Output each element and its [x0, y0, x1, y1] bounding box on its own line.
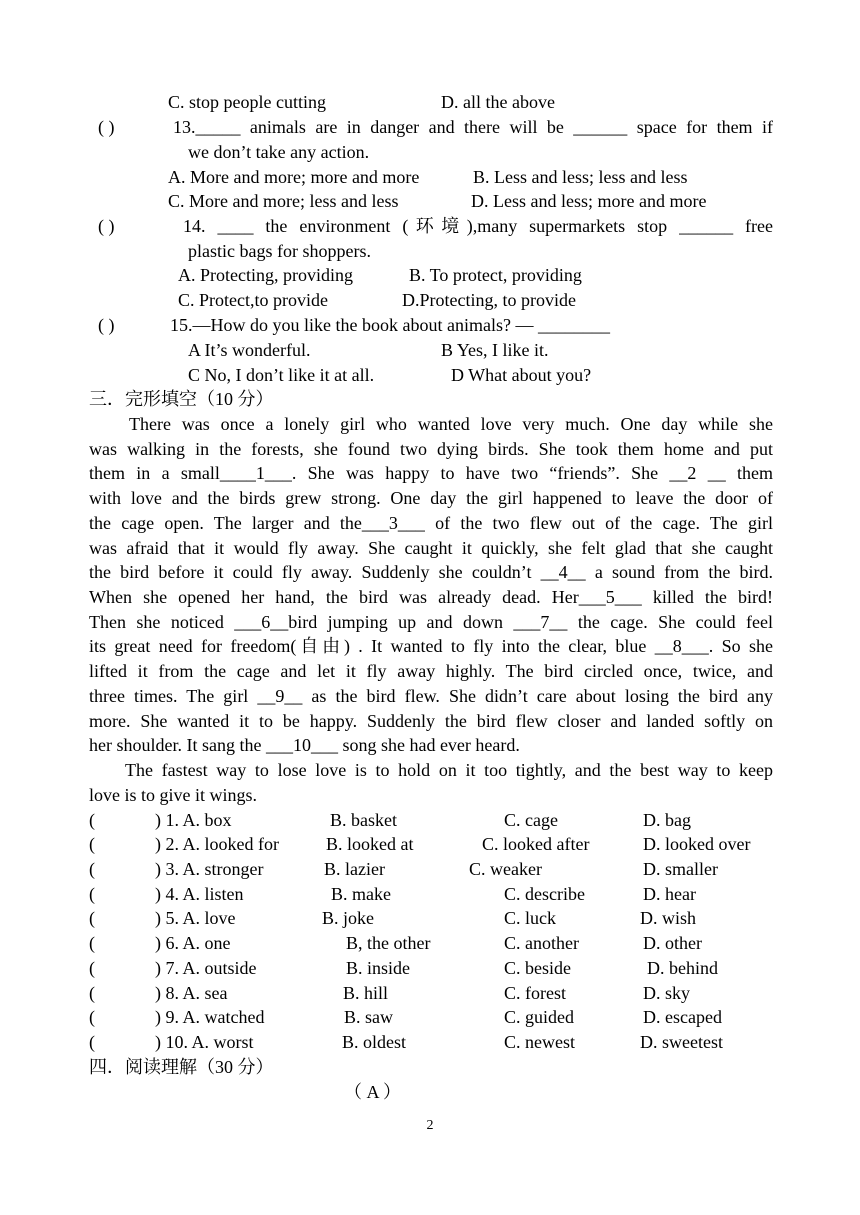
answer-paren-open: (	[89, 933, 95, 953]
answer-paren-open: (	[89, 908, 95, 928]
cloze-option-d: D. escaped	[643, 1007, 722, 1027]
q15-answer-paren: ( )	[98, 315, 115, 335]
cloze-option-d: D. looked over	[643, 834, 751, 854]
cloze-option-b: B. make	[331, 884, 391, 904]
cloze-option-c: C. forest	[504, 983, 566, 1003]
q14-stem-cont: plastic bags for shoppers.	[188, 241, 371, 261]
cloze-option-a: ) 7. A. outside	[155, 958, 257, 978]
cloze-option-c: C. luck	[504, 908, 556, 928]
cloze-option-c: C. weaker	[469, 859, 542, 879]
cloze-option-b: B. inside	[346, 958, 411, 978]
q14-option-d: D.Protecting, to provide	[402, 290, 576, 310]
passage-line: more. She wanted it to be happy. Suddenly the bird flew closer and landed softly on	[89, 711, 773, 731]
q13-option-d: D. Less and less; more and more	[471, 191, 707, 211]
cloze-option-a: ) 1. A. box	[155, 810, 232, 830]
q15-option-d: D What about you?	[451, 365, 592, 385]
cloze-option-c: C. newest	[504, 1032, 575, 1052]
passage-line: three times. The girl __9__ as the bird flew. She didn’t care about losing the bird any	[89, 686, 773, 706]
cloze-option-a: ) 9. A. watched	[155, 1007, 265, 1027]
passage-line: lifted it from the cage and let it fly away highly. The bird circled once, twice, and	[89, 661, 773, 681]
q14-option-a: A. Protecting, providing	[178, 265, 353, 285]
cloze-option-c: C. guided	[504, 1007, 574, 1027]
section-title-reading: 四．阅读理解（30 分）	[89, 1057, 274, 1077]
cloze-option-a: ) 3. A. stronger	[155, 859, 264, 879]
passage-moral: The fastest way to lose love is to hold on it too tightly, and the best way to keep	[125, 760, 773, 780]
cloze-option-a: ) 2. A. looked for	[155, 834, 279, 854]
cloze-option-b: B. looked at	[326, 834, 414, 854]
cloze-option-d: D. bag	[643, 810, 691, 830]
q14-stem: 14. ____ the environment (环境),many supermarkets stop ______ free	[183, 216, 773, 236]
passage-line: its great need for freedom(自由) . It wanted to fly into the clear, blue __8___. So she	[89, 636, 773, 656]
passage-line: was afraid that it would fly away. She caught it quickly, she felt glad that she caught	[89, 538, 773, 558]
q13-option-a: A. More and more; more and more	[168, 167, 420, 187]
cloze-option-b: B. basket	[330, 810, 397, 830]
section-title-cloze: 三．完形填空（10 分）	[89, 389, 274, 409]
q13-answer-paren: ( )	[98, 117, 115, 137]
cloze-option-c: C. cage	[504, 810, 558, 830]
passage-line: them in a small____1___. She was happy to have two “friends”. She __2 __ them	[89, 463, 773, 483]
cloze-option-b: B. saw	[344, 1007, 393, 1027]
passage-moral-cont: love is to give it wings.	[89, 785, 257, 805]
passage-line: was walking in the forests, she found two dying birds. She took them home and put	[89, 439, 773, 459]
page-number: 2	[426, 1118, 434, 1133]
q13-option-b: B. Less and less; less and less	[473, 167, 688, 187]
cloze-option-b: B. oldest	[342, 1032, 407, 1052]
passage-line: her shoulder. It sang the ___10___ song she had ever heard.	[89, 735, 520, 755]
q14-option-b: B. To protect, providing	[409, 265, 582, 285]
q13-option-c: C. More and more; less and less	[168, 191, 399, 211]
cloze-option-d: D. hear	[643, 884, 696, 904]
q14-option-c: C. Protect,to provide	[178, 290, 328, 310]
passage-line: When she opened her hand, the bird was already dead. Her___5___ killed the bird!	[89, 587, 773, 607]
cloze-option-d: D. wish	[640, 908, 697, 928]
answer-paren-open: (	[89, 958, 95, 978]
answer-paren-open: (	[89, 810, 95, 830]
cloze-option-a: ) 8. A. sea	[155, 983, 228, 1003]
section-subtitle-a: （ A ）	[344, 1082, 402, 1102]
cloze-option-d: D. sweetest	[640, 1032, 723, 1052]
cloze-option-d: D. smaller	[643, 859, 718, 879]
passage-line: There was once a lonely girl who wanted love very much. One day while she	[129, 414, 773, 434]
cloze-option-c: C. another	[504, 933, 579, 953]
q13-stem: 13._____ animals are in danger and there will be ______ space for them if	[173, 117, 773, 137]
passage-line: with love and the birds grew strong. One day the girl happened to leave the door of	[89, 488, 773, 508]
cloze-option-b: B. lazier	[324, 859, 385, 879]
answer-paren-open: (	[89, 983, 95, 1003]
q14-answer-paren: ( )	[98, 216, 115, 236]
q12-option-d: D. all the above	[441, 92, 555, 112]
cloze-option-b: B. hill	[343, 983, 389, 1003]
q13-stem-cont: we don’t take any action.	[188, 142, 370, 162]
q15-stem: 15.—How do you like the book about animals? — ________	[170, 315, 610, 335]
q15-option-c: C No, I don’t like it at all.	[188, 365, 375, 385]
cloze-option-c: C. looked after	[482, 834, 590, 854]
passage-line: the cage open. The larger and the___3___ of the two flew out of the cage. The girl	[89, 513, 773, 533]
cloze-option-c: C. beside	[504, 958, 571, 978]
passage-line: Then she noticed ___6__bird jumping up and down ___7__ the cage. She could feel	[89, 612, 773, 632]
cloze-option-d: D. other	[643, 933, 702, 953]
answer-paren-open: (	[89, 834, 95, 854]
answer-paren-open: (	[89, 1032, 95, 1052]
cloze-option-b: B. joke	[322, 908, 374, 928]
cloze-option-a: ) 4. A. listen	[155, 884, 244, 904]
answer-paren-open: (	[89, 884, 95, 904]
cloze-option-a: ) 5. A. love	[155, 908, 236, 928]
cloze-option-a: ) 10. A. worst	[155, 1032, 254, 1052]
q12-option-c: C. stop people cutting	[168, 92, 326, 112]
cloze-option-a: ) 6. A. one	[155, 933, 231, 953]
cloze-option-c: C. describe	[504, 884, 585, 904]
q15-option-a: A It’s wonderful.	[188, 340, 311, 360]
answer-paren-open: (	[89, 1007, 95, 1027]
cloze-option-d: D. behind	[647, 958, 718, 978]
answer-paren-open: (	[89, 859, 95, 879]
cloze-option-b: B, the other	[346, 933, 431, 953]
q15-option-b: B Yes, I like it.	[441, 340, 549, 360]
passage-line: the bird before it could fly away. Suddenly she couldn’t __4__ a sound from the bird.	[89, 562, 773, 582]
cloze-option-d: D. sky	[643, 983, 691, 1003]
